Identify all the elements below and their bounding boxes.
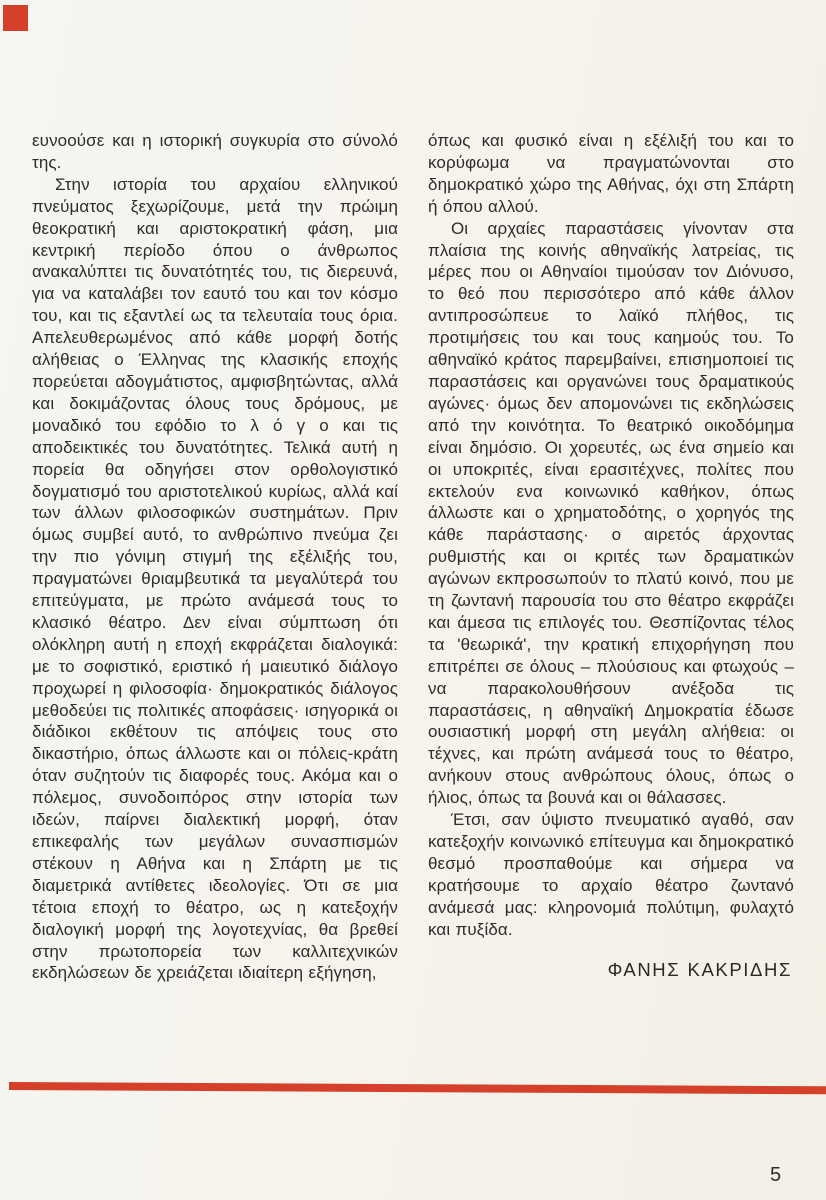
page-number: 5 <box>770 1164 782 1186</box>
left-text-column <box>32 130 398 984</box>
paragraph: Οι αρχαίες παραστάσεις γίνονταν στα πλαίσια της κοινής αθηναϊκής λατρείας, τις μέρες που οι Αθηναίοι τιμούσαν τον Διόνυσο, το θεό που περισσότερο από κάθε άλλον αντιπροσώπευε το λαϊκό πλήθος, τις προτιμήσεις του και τους καημούς του. Το αθηναϊκό κράτος παρεμβαίνει, επισημοποιεί τις παραστάσεις και οργανώνει τους δραματικούς αγώνες· όμως δεν απομονώνει τις εκδηλώσεις από την κοινότητα. Το θεατρικό οικοδόμημα είναι δημόσιο. Οι χορευτές, ως ένα σημείο και οι υποκριτές, είναι ερασιτέχνες, πολίτες που εκτελούν ενα κοινωνικό καθήκον, όπως άλλωστε και ο χρηματοδότης, ο χορηγός της κάθε παράστασης· ο αιρετός άρχοντας ρυθμιστής και οι κριτές των δραματικών αγώνων εκπροσωπούν το πλατύ κοινό, που με τη ζωντανή παρουσία του στο θέατρο εκφράζει και άμεσα τις επιλογές του. Θεσπίζοντας τέλος τα 'θεωρικά', την κρατική επιχορήγηση που επιτρέπει σε όλους – πλούσιους και φτωχούς – να παρακολουθήσουν ανέξοδα τις παραστάσεις, η αθηναϊκή Δημοκρατία έδωσε ουσιαστική μορφή στη μεγάλη αλήθεια: οι τέχνες, και πρώτη ανάμεσά τους το θέατρο, ανήκουν στους ανθρώπους όλους, όπως ο ήλιος, όπως τα βουνά και οι θάλασσες. <box>428 218 794 808</box>
paragraph: Στην ιστορία του αρχαίου ελληνικού πνεύματος ξεχωρίζουμε, μετά την πρώιμη θεοκρατική και αριστοκρατική φάση, μια κεντρική περίοδο όπου ο άνθρωπος ανακαλύπτει τις δυνατότητές του, τις διερευνά, για να καταλάβει τον εαυτό του και τον κόσμο του, και τις εξαντλεί ως τα τελευταία τους όρια. Απελευθερωμένος από κάθε μορφή δοτής αλήθειας ο Έλληνας της κλασικής εποχής πορεύεται αδογμάτιστος, αμφισβητώντας, αλλά και δοκιμάζοντας όλους τους δρόμους, με μοναδικό του εφόδιο το λ ό γ ο και τις αποδεικτικές του δυνατότητες. Τελικά αυτή η πορεία θα οδηγήσει στον ορθολογιστικό δογματισμό του αριστοτελικού κυρίως, αλλά καί των άλλων φιλοσοφικών συστημάτων. Πριν όμως συμβεί αυτό, το ανθρώπινο πνεύμα ζει την πιο γόνιμη στιγμή της εξέλιξής του, πραγματώνει θριαμβευτικά τα μεγαλύτερά του επιτεύγματα, με πρώτο ανάμεσά τους το κλασικό θέατρο. Δεν είναι σύμπτωση ότι ολόκληρη αυτή η εποχή εκφράζεται διαλογικά: με το σοφιστικό, εριστικό ή μαιευτικό διάλογο προχωρεί η φιλοσοφία· δημοκρατικός διάλογος μεθοδεύει τις πολιτικές αποφάσεις· ισηγορικά οι διάδικοι εκθέτουν τις απόψεις τους στο δικαστήριο, όπως άλλωστε και οι πόλεις-κράτη όταν συζητούν τις διαφορές τους. Ακόμα και ο πόλεμος, συνοδοιπόρος στην ιστορία των ιδεών, παίρνει διαλεκτική μορφή, όταν επικεφαλής των μεγάλων συνασπισμών στέκουν η Αθήνα και η Σπάρτη με τις διαμετρικά αντίθετες ιδεολογίες. Ότι σε μια τέτοια εποχή το θέατρο, ως η κατεξοχήν διαλογική μορφή της λογοτεχνίας, θα βρεθεί στην πρωτοπορεία των καλλιτεχνικών εκδηλώσεων δε χρειάζεται ιδιαίτερη εξήγηση, <box>32 174 398 983</box>
paragraph: όπως και φυσικό είναι η εξέλιξή του και το κορύφωμα να πραγματώνονται στο δημοκρατικό χώρο της Αθήνας, όχι στη Σπάρτη ή όπου αλλού. <box>428 131 794 216</box>
red-corner-mark <box>3 5 28 31</box>
paragraph: Έτσι, σαν ύψιστο πνευματικό αγαθό, σαν κατεξοχήν κοινωνικό επίτευγμα και δημοκρατικό θεσμό προσπαθούμε και σήμερα να κρατήσουμε το αρχαίο θέατρο ζωντανό ανάμεσά μας: κληρονομιά πολύτιμη, φυλαχτό και πυξίδα. <box>428 810 794 939</box>
author-signature: ΦΑΝΗΣ ΚΑΚΡΙΔΗΣ <box>607 958 792 980</box>
paragraph: ευνοούσε και η ιστορική συγκυρία στο σύνολό της. <box>32 131 398 172</box>
right-text-column <box>428 130 794 980</box>
red-bottom-rule <box>9 1082 826 1094</box>
